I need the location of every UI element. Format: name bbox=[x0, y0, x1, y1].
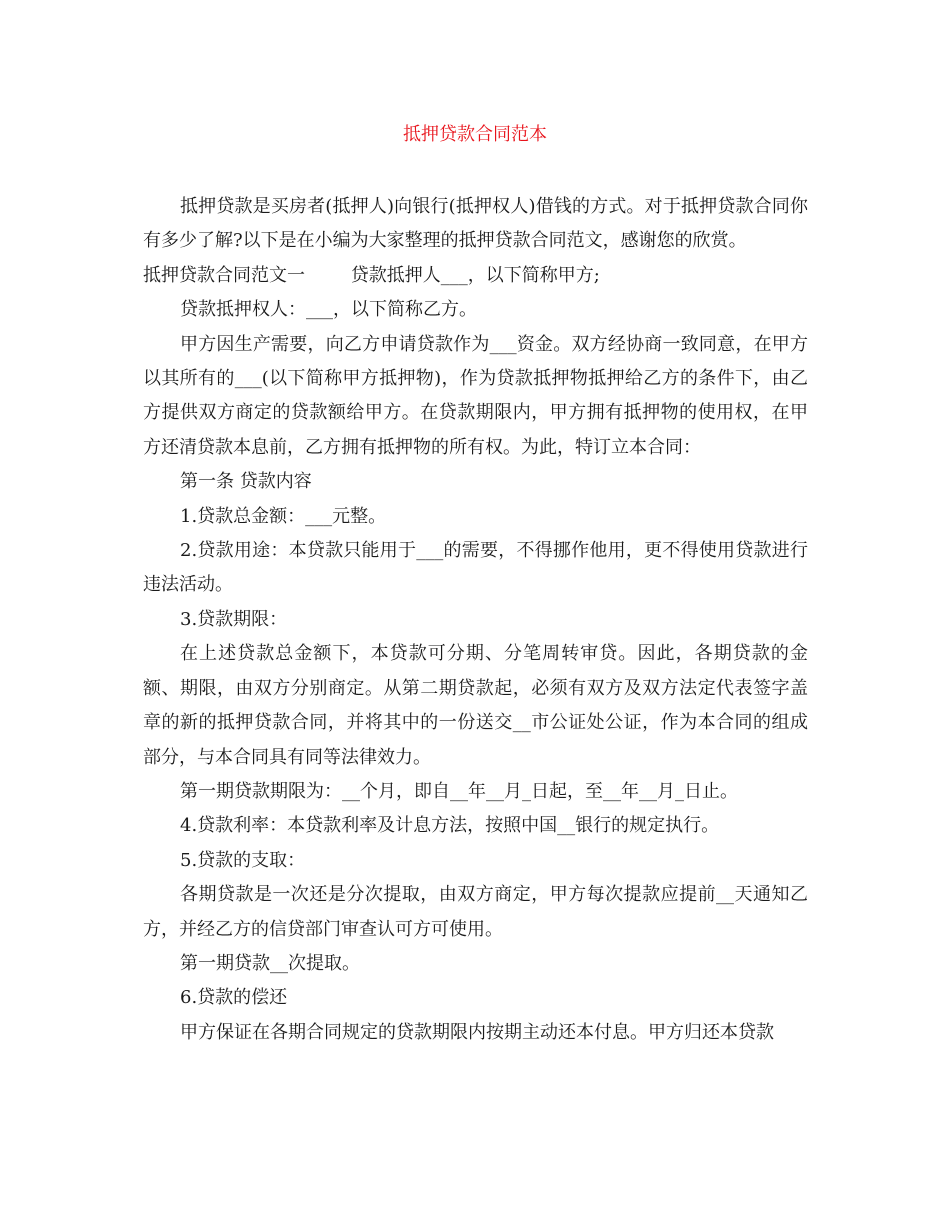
paragraph: 5.贷款的支取： bbox=[180, 849, 306, 871]
paragraph: 1.贷款总金额：___元整。 bbox=[180, 505, 387, 527]
paragraph: 第一条 贷款内容 bbox=[180, 471, 312, 493]
paragraph: 甲方保证在各期合同规定的贷款期限内按期主动还本付息。甲方归还本贷款 bbox=[180, 1021, 774, 1043]
paragraph: 2.贷款用途：本贷款只能用于___的需要，不得挪作他用，更不得使用贷款进行违法活动。 bbox=[143, 540, 808, 596]
paragraph: 第一期贷款__次提取。 bbox=[180, 952, 360, 974]
paragraph: 6.贷款的偿还 bbox=[180, 987, 288, 1009]
paragraph: 3.贷款期限： bbox=[180, 608, 288, 630]
paragraph: 在上述贷款总金额下，本贷款可分期、分笔周转审贷。因此，各期贷款的金额、期限，由双方分别商定。从第二期贷款起，必须有双方及双方法定代表签字盖章的新的抵押贷款合同，并将其中的一份送交__市公证处公证，作为本合同的组成部分，与本合同具有同等法律效力。 bbox=[143, 643, 808, 768]
document-title: 抵押贷款合同范本 bbox=[403, 124, 547, 145]
document-body bbox=[143, 190, 808, 1050]
paragraph: 贷款抵押权人：___，以下简称乙方。 bbox=[180, 299, 477, 321]
paragraph: 抵押贷款合同范文一 贷款抵押人___，以下简称甲方; bbox=[143, 264, 600, 286]
paragraph: 4.贷款利率：本贷款利率及计息方法，按照中国__银行的规定执行。 bbox=[180, 815, 720, 837]
paragraph: 甲方因生产需要，向乙方申请贷款作为___资金。双方经协商一致同意，在甲方以其所有的___(以下简称甲方抵押物)，作为贷款抵押物抵押给乙方的条件下，由乙方提供双方商定的贷款额给甲方。在贷款期限内，甲方拥有抵押物的使用权，在甲方还清贷款本息前，乙方拥有抵押物的所有权。为此，特订立本合同： bbox=[143, 333, 808, 458]
paragraph: 各期贷款是一次还是分次提取，由双方商定，甲方每次提款应提前__天通知乙方，并经乙方的信贷部门审查认可方可使用。 bbox=[143, 884, 808, 940]
paragraph: 第一期贷款期限为：__个月，即自__年__月_日起，至__年__月_日止。 bbox=[180, 780, 738, 802]
paragraph: 抵押贷款是买房者(抵押人)向银行(抵押权人)借钱的方式。对于抵押贷款合同你有多少了解?以下是在小编为大家整理的抵押贷款合同范文，感谢您的欣赏。 bbox=[143, 196, 808, 252]
